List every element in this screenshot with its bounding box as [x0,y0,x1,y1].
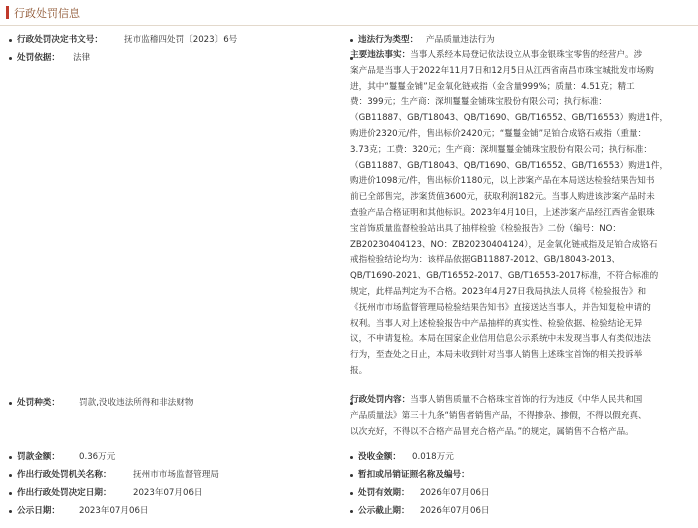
facts-label: 主要违法事实： [350,50,411,60]
text-line: 案产品是当事人于2022年11月7日和12月5日从江西省南昌市珠宝城批发市场购 [350,65,654,76]
penalty-content [350,393,684,440]
text-line: 主要违法事实：当事人系经本局登记依法设立从事金银珠宝零售的经营户。涉 [350,50,643,60]
text-line: 戒指检验结论均为：该样品依据GB11887-2012、GB/18043-2013、 [350,255,621,266]
publish-date-label: 公示日期： [17,506,60,516]
bullet-icon [350,474,353,477]
basis-value: 法律 [73,53,91,63]
text-line: 行政处罚内容：当事人销售质量不合格珠宝首饰的行为违反《中华人民共和国 [350,395,643,405]
violation-type-value: 产品质量违法行为 [426,35,495,45]
content-label: 行政处罚内容： [350,395,411,405]
text-line: （GB11887、GB/T18043、QB/T1690、GB/T16552、GB/T16553）购进1件， [350,113,669,124]
text-line: 购进价1098元/件，售出标价1180元，以上涉案产品在本局送达检验结果告知书 [350,176,655,187]
text-line: 议，不申请复检。本局在国家企业信用信息公示系统中未发现当事人有类似违法 [350,334,651,345]
bullet-icon [350,456,353,459]
bullet-icon [350,510,353,513]
text-line: 权利。当事人对上述检验报告中产品抽样的真实性、检验依据、检验结论无异 [350,318,643,329]
violation-type-label: 违法行为类型： [358,35,419,45]
text-line: 前已全部售完，涉案货值3600元，获取利润182元。当事人购进该涉案产品时未 [350,192,655,203]
decision-no-label: 行政处罚决定书文号： [17,35,103,45]
text-line: 查验产品合格证明和其他标识。2023年4月10日，上述涉案产品经江西省金银珠 [350,207,655,218]
authority-value: 抚州市市场监督管理局 [133,470,219,480]
authority-label: 作出行政处罚机关名称： [17,470,112,480]
text-line: ZB20230404123、NO：ZB20230404124），足金氧化链戒指及足铂合成铬石 [350,239,658,250]
text-line: 3.73克；工费：320元；生产商：深圳鬘鬘金铺珠宝股份有限公司；执行标准： [350,144,652,155]
text-line: 报。 [350,365,368,376]
text-line: QB/T1690-2021、GB/T16552-2017、GB/T16553-2017标准，不符合标准的 [350,271,659,282]
bullet-icon [9,39,12,42]
text-line: 费：399元；生产商：深圳鬘鬘金铺珠宝股份有限公司；执行标准： [350,97,608,108]
category-label: 处罚种类： [17,398,60,408]
deadline-value: 2026年07月06日 [420,506,490,516]
section-accent-bar [6,6,9,19]
fine-value: 0.36万元 [79,452,116,462]
bullet-icon [350,492,353,495]
bullet-icon [9,492,12,495]
category-value: 罚款,没收违法所得和非法财物 [79,398,194,408]
expiry-value: 2026年07月06日 [420,488,490,498]
decision-no-value: 抚市监稽四处罚〔2023〕6号 [124,35,238,45]
bullet-icon [9,57,12,60]
text-line: 规定，此样品判定为不合格。2023年4月27日我局执法人员将《检验报告》和 [350,286,647,297]
decision-date-label: 作出行政处罚决定日期： [17,488,112,498]
text-line: 进，其中“鬘鬘金铺”足金氧化链戒指（金含量999%；质量：4.51克；精工 [350,81,635,92]
fine-label: 罚款金额： [17,452,60,462]
bullet-icon [350,39,353,42]
bullet-icon [9,510,12,513]
section-header [0,0,698,26]
text-line: 以次充好，不得以不合格产品冒充合格产品。”的规定，属销售不合格产品。 [350,426,634,437]
text-line: （GB11887、GB/T18043、QB/T1690、GB/T16552、GB/T16553）购进1件， [350,160,669,171]
bullet-icon [9,456,12,459]
expiry-label: 处罚有效期： [358,488,410,498]
decision-date-value: 2023年07月06日 [133,488,203,498]
text-line: 产品质量法》第三十九条“销售者销售产品，不得掺杂、掺假，不得以假充真、 [350,410,647,421]
confiscation-label: 没收金额： [358,452,401,462]
text-line: 购进价2320元/件，售出标价2420元；“鬘鬘金铺”足铂合成铬石戒指（重量： [350,128,647,139]
deadline-label: 公示截止期： [358,506,410,516]
publish-date-value: 2023年07月06日 [79,506,149,516]
bullet-icon [9,474,12,477]
section-title: 行政处罚信息 [14,7,80,20]
basis-label: 处罚依据： [17,53,60,63]
confiscation-value: 0.018万元 [412,452,454,462]
text-line: 《抚州市市场监督管理局检验结果告知书》直接送达当事人，并告知复检申请的 [350,302,651,313]
bullet-icon [9,402,12,405]
license-label: 暂扣或吊销证照名称及编号： [358,470,470,480]
text-line: 宝首饰质量监督检验站出具了抽样检验《检验报告》二份（编号：NO： [350,223,622,234]
main-facts [350,48,684,380]
text-line: 行为，至查处之日止，本局未收到针对当事人销售上述珠宝首饰的相关投诉举 [350,350,643,361]
